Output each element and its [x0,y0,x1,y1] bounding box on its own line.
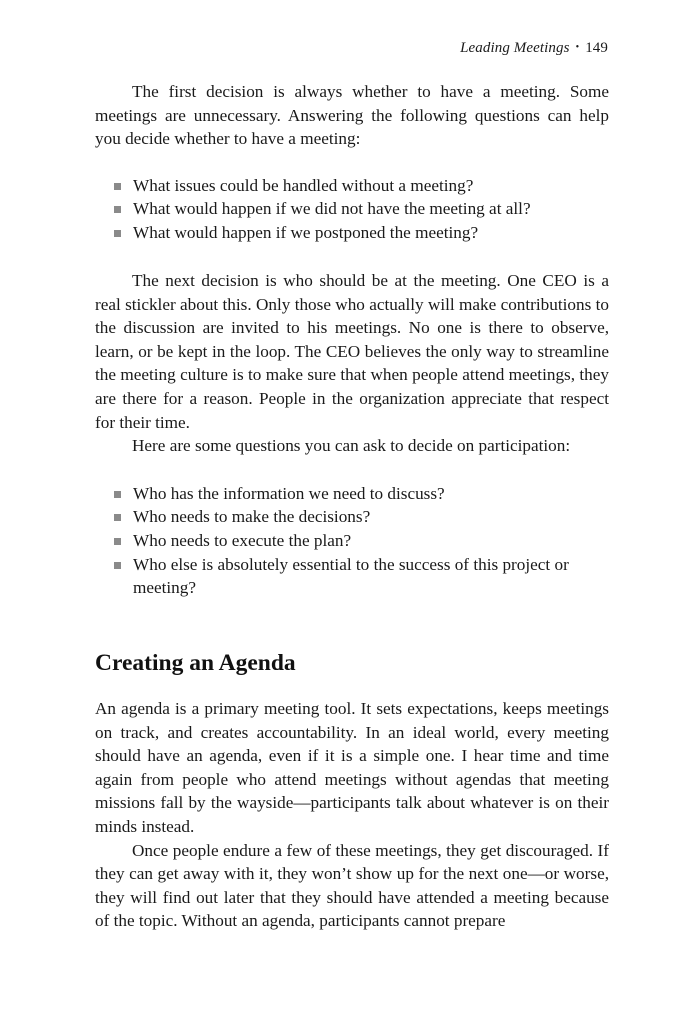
participation-block [95,269,609,600]
square-bullet-icon [114,183,121,190]
paragraph: Once people endure a few of these meetings, they get discouraged. If they can get away with it, they won’t show up for the next one—or worse, they will find out later that they should have attended a meeting because of the topic. Without an agenda, participants cannot prepare [95,840,609,931]
running-title: Leading Meetings [460,40,570,56]
paragraph: An agenda is a primary meeting tool. It sets expectations, keeps meetings on track, and creates accountability. In an ideal world, every meeting should have an agenda, even if it is a simple one. I hear time and time again from people who attend meetings without agendas that meeting missions fall by the wayside—participants talk about whatever is on their minds instead. [95,699,609,836]
running-header [460,40,608,57]
intro-block [95,80,609,245]
square-bullet-icon [114,230,121,237]
square-bullet-icon [114,538,121,545]
list-item: Who else is absolutely essential to the success of this project or meeting? [133,553,609,600]
paragraph: The next decision is who should be at the meeting. One CEO is a real stickler about this. Only those who actually will make contributions to the discussion are invited to his meetings. No one is there to observe, learn, or be kept in the loop. The CEO believes the only way to streamline the meeting culture is to make sure that when people attend meetings, they are there for a reason. People in the organization appreciate that respect for their time. [95,271,609,432]
header-separator: • [575,42,580,53]
list-item: Who needs to execute the plan? [133,529,609,553]
paragraph: The first decision is always whether to have a meeting. Some meetings are unnecessary. Answering the following questions can help you decide whether to have a meeting: [95,82,609,149]
list-item: What would happen if we did not have the meeting at all? [133,197,609,221]
list-item: What issues could be handled without a meeting? [133,174,609,198]
square-bullet-icon [114,206,121,213]
list-item: What would happen if we postponed the meeting? [133,221,609,245]
square-bullet-icon [114,514,121,521]
list-item: Who has the information we need to discuss? [133,482,609,506]
page-number: 149 [585,40,608,56]
square-bullet-icon [114,491,121,498]
meeting-questions-list [95,174,609,245]
section-heading: Creating an Agenda [95,650,296,676]
participation-questions-list [95,482,609,600]
list-item: Who needs to make the decisions? [133,505,609,529]
paragraph: Here are some questions you can ask to decide on participation: [132,436,571,456]
square-bullet-icon [114,562,121,569]
agenda-section-body [95,697,609,933]
